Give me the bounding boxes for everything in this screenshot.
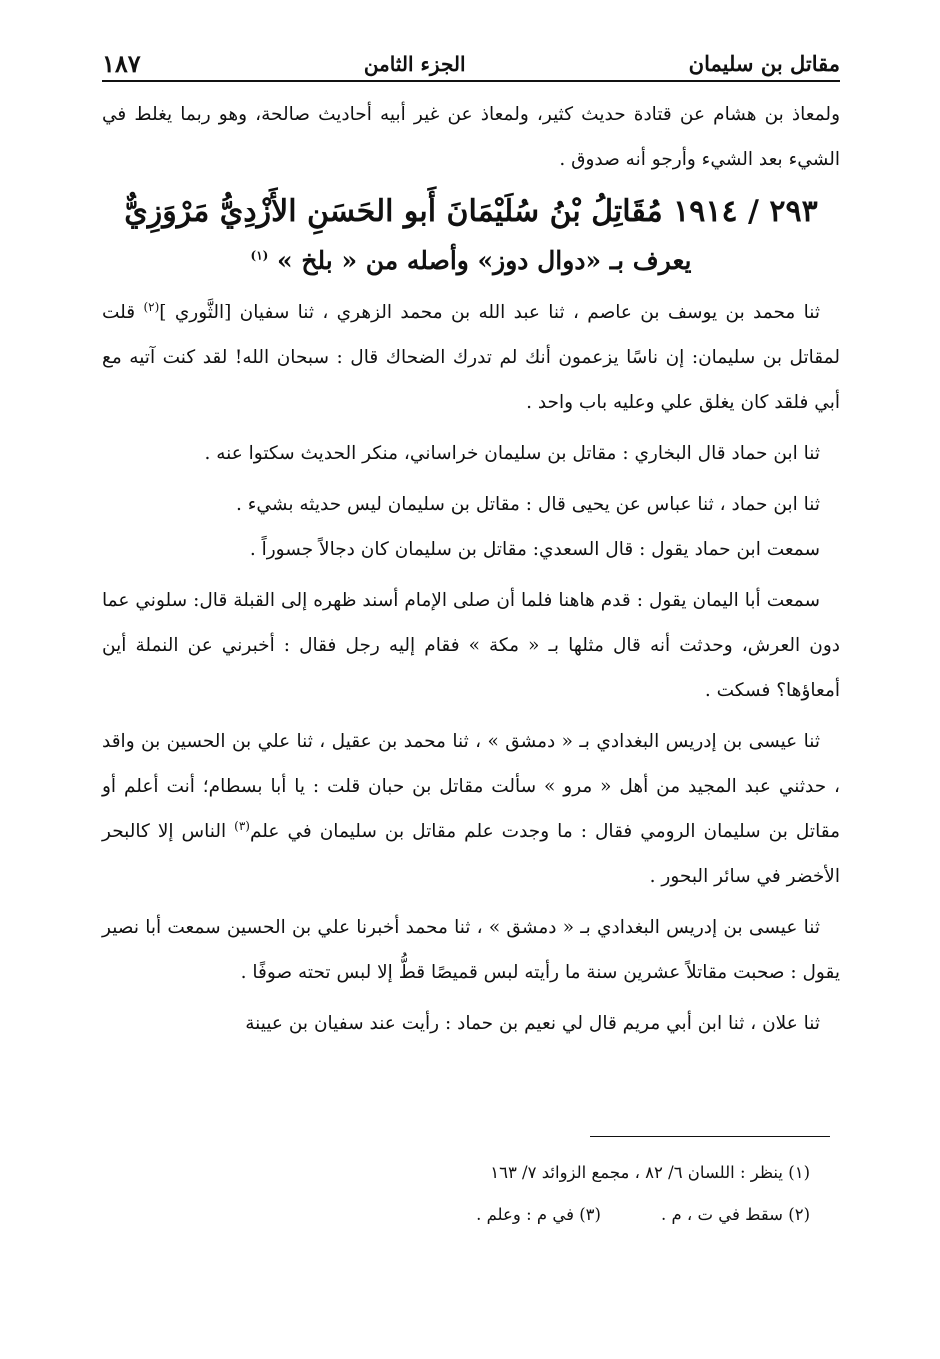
footnote-3: (٣) في م : وعلم . xyxy=(476,1205,601,1224)
paragraph-8-text: ثنا عيسى بن إدريس البغدادي بـ « دمشق » ، ثنا محمد أخبرنا علي بن الحسين سمعت أبا نصير يقول : صحبت مقاتلاً عشرين سنة ما رأيته لبس قميصًا قطُّ إلا لبس تحته صوفًا . xyxy=(102,917,840,983)
footnote-row xyxy=(102,1194,810,1236)
paragraph-5-text: سمعت ابن حماد يقول : قال السعدي: مقاتل بن سليمان كان دجالاً جسوراً . xyxy=(249,539,820,560)
paragraph-4 xyxy=(102,482,840,527)
header-volume: الجزء الثامن xyxy=(363,52,466,76)
footnote-rule xyxy=(590,1136,830,1137)
paragraph-2 xyxy=(102,290,840,425)
paragraph-9 xyxy=(102,1001,840,1046)
paragraph-8 xyxy=(102,905,840,995)
page-header xyxy=(102,32,840,76)
paragraph-2-part-a: ثنا محمد بن يوسف بن عاصم ، ثنا عبد الله بن محمد الزهري ، ثنا سفيان [الثَّوري ] xyxy=(159,302,820,323)
paragraph-2-part-b: قلت لمقاتل بن سليمان: إن ناسًا يزعمون أنك لم تدرك الضحاك قال : سبحان الله! لقد كنت آتيه مع أبي فلقد كان يغلق علي وعليه باب واحد . xyxy=(102,302,840,413)
page-body xyxy=(102,92,840,1046)
paragraph-7-part-b: الناس إلا كالبحر الأخضر في سائر البحور . xyxy=(102,821,840,887)
footnote-ref-3: (٣) xyxy=(234,818,250,833)
footnote-ref-2: (٢) xyxy=(143,299,160,314)
paragraph-6-text: سمعت أبا اليمان يقول : قدم هاهنا فلما أن صلى الإمام أسند ظهره إلى القبلة قال: سلوني عما دون العرش، وحدثت أنه قال مثلها بـ « مكة » فقام إليه رجل فقال : أخبرني عن النملة أين أمعاؤها؟ فسكت . xyxy=(102,590,840,701)
entry-title: ٢٩٣ / ١٩١٤ مُقَاتِلُ بْنُ سُلَيْمَانَ أَبو الحَسَنِ الأَزْدِيُّ مَرْوَزِيٌّ xyxy=(124,194,818,229)
footnote-ref-1: (١) xyxy=(250,248,269,263)
paragraph-6 xyxy=(102,578,840,713)
entry-subtitle xyxy=(102,238,840,284)
header-rule xyxy=(102,80,840,82)
entry-subtitle-text: يعرف بـ «دوال دوز» وأصله من « بلخ » xyxy=(277,246,692,275)
footnotes xyxy=(102,1152,810,1236)
paragraph-5 xyxy=(102,527,840,572)
paragraph-4-text: ثنا ابن حماد ، ثنا عباس عن يحيى قال : مقاتل بن سليمان ليس حديثه بشيء . xyxy=(235,494,820,515)
footnote-1: (١) ينظر : اللسان ٦/ ٨٢ ، مجمع الزوائد ٧/ ١٦٣ xyxy=(490,1163,810,1182)
page-number: ١٨٧ xyxy=(102,49,141,78)
paragraph-1: ولمعاذ بن هشام عن قتادة حديث كثير، ولمعاذ عن غير أبيه أحاديث صالحة، وهو ربما يغلط في الشيء بعد الشيء وأرجو أنه صدوق . xyxy=(102,104,840,170)
footnote-2: (٢) سقط في ت ، م . xyxy=(660,1205,810,1224)
paragraph-3-text: ثنا ابن حماد قال البخاري : مقاتل بن سليمان خراساني، منكر الحديث سكتوا عنه . xyxy=(204,443,820,464)
paragraph-3 xyxy=(102,431,840,476)
paragraph-7-part-a: ثنا عيسى بن إدريس البغدادي بـ « دمشق » ، ثنا محمد بن عقيل ، ثنا علي بن الحسين بن واقد ، حدثني عبد المجيد من أهل « مرو » سألت مقاتل بن حبان قلت : يا أبا بسطام؛ أنت أعلم أو مقاتل بن سليمان الرومي فقال : ما وجدت علم مقاتل بن سليمان في علم xyxy=(102,731,840,842)
paragraph-9-text: ثنا علان ، ثنا ابن أبي مريم قال لي نعيم بن حماد : رأيت عند سفيان بن عيينة xyxy=(245,1013,820,1034)
header-book-title: مقاتل بن سليمان xyxy=(688,51,840,76)
paragraph-7 xyxy=(102,719,840,899)
